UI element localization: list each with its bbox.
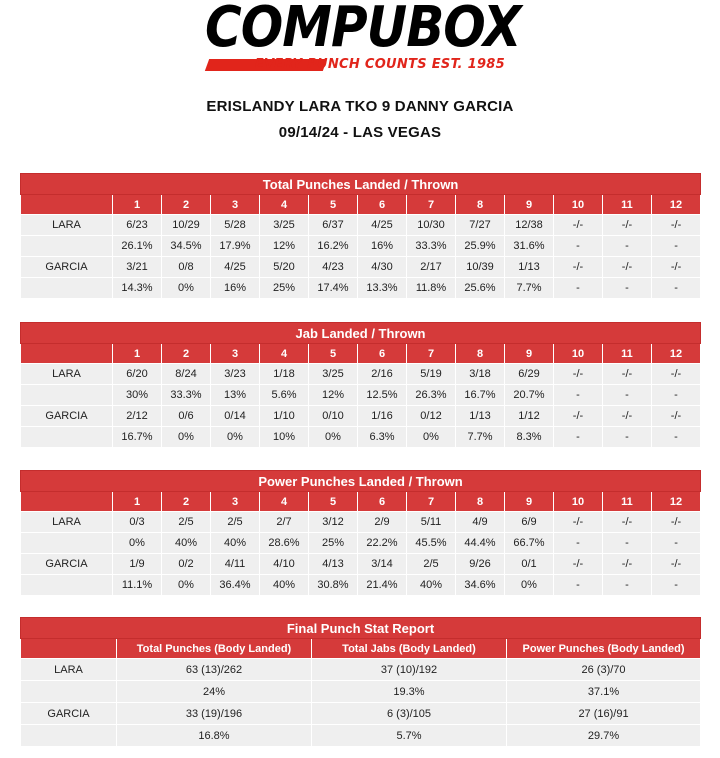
round-header: 12 xyxy=(652,344,701,364)
landed-thrown-cell: -/- xyxy=(603,364,652,385)
round-header: 8 xyxy=(456,195,505,215)
row-garcia-landed xyxy=(21,257,701,278)
landed-thrown-cell: -/- xyxy=(652,406,701,427)
percentage-cell: - xyxy=(603,575,652,596)
percentage-cell: 7.7% xyxy=(456,427,505,448)
fighter-name-blank xyxy=(21,575,113,596)
percentage-cell: 6.3% xyxy=(358,427,407,448)
fighter-name-blank xyxy=(21,725,117,747)
fighter-name-blank xyxy=(21,236,113,257)
row-lara-landed xyxy=(21,215,701,236)
round-header: 6 xyxy=(358,492,407,512)
landed-thrown-cell: 5/19 xyxy=(407,364,456,385)
percentage-cell: 0% xyxy=(162,427,211,448)
landed-thrown-cell: 4/9 xyxy=(456,512,505,533)
landed-thrown-cell: 4/30 xyxy=(358,257,407,278)
final-pct-cell: 16.8% xyxy=(117,725,312,747)
landed-thrown-cell: -/- xyxy=(603,215,652,236)
round-header: 9 xyxy=(505,195,554,215)
total-punches-table xyxy=(20,173,701,299)
landed-thrown-cell: 6/37 xyxy=(309,215,358,236)
percentage-cell: 33.3% xyxy=(407,236,456,257)
round-header: 3 xyxy=(211,492,260,512)
percentage-cell: - xyxy=(603,533,652,554)
percentage-cell: 25.6% xyxy=(456,278,505,299)
round-header: 11 xyxy=(603,492,652,512)
percentage-cell: - xyxy=(652,236,701,257)
round-header: 10 xyxy=(554,195,603,215)
landed-thrown-cell: 4/23 xyxy=(309,257,358,278)
row-garcia-landed xyxy=(21,554,701,575)
percentage-cell: - xyxy=(554,575,603,596)
percentage-cell: - xyxy=(554,385,603,406)
logo-tagline: EVERY PUNCH COUNTS EST. 1985 xyxy=(254,57,505,72)
row-garcia-pct xyxy=(21,278,701,299)
percentage-cell: - xyxy=(652,385,701,406)
percentage-cell: - xyxy=(554,278,603,299)
percentage-cell: - xyxy=(652,533,701,554)
percentage-cell: 12% xyxy=(260,236,309,257)
landed-thrown-cell: 0/14 xyxy=(211,406,260,427)
percentage-cell: 0% xyxy=(162,575,211,596)
fight-subtitle: 09/14/24 - LAS VEGAS xyxy=(278,124,442,141)
fighter-name-blank xyxy=(21,533,113,554)
row-garcia-pct xyxy=(21,427,701,448)
logo-wordmark: COMPUBOX xyxy=(205,0,521,60)
round-header: 1 xyxy=(113,195,162,215)
landed-thrown-cell: 4/13 xyxy=(309,554,358,575)
landed-thrown-cell: 2/9 xyxy=(358,512,407,533)
percentage-cell: 17.9% xyxy=(211,236,260,257)
round-header: 2 xyxy=(162,344,211,364)
round-header: 4 xyxy=(260,492,309,512)
landed-thrown-cell: 5/11 xyxy=(407,512,456,533)
landed-thrown-cell: -/- xyxy=(652,512,701,533)
round-header: 4 xyxy=(260,344,309,364)
percentage-cell: 40% xyxy=(211,533,260,554)
percentage-cell: 40% xyxy=(407,575,456,596)
final-cell: 26 (3)/70 xyxy=(507,659,701,681)
percentage-cell: 13.3% xyxy=(358,278,407,299)
landed-thrown-cell: 0/3 xyxy=(113,512,162,533)
landed-thrown-cell: 2/12 xyxy=(113,406,162,427)
landed-thrown-cell: 1/10 xyxy=(260,406,309,427)
landed-thrown-cell: -/- xyxy=(554,364,603,385)
row-garcia-landed xyxy=(21,406,701,427)
landed-thrown-cell: 0/1 xyxy=(505,554,554,575)
round-header: 11 xyxy=(603,344,652,364)
final-col-power: Power Punches (Body Landed) xyxy=(507,639,701,659)
table-title: Power Punches Landed / Thrown xyxy=(21,471,701,492)
landed-thrown-cell: 2/17 xyxy=(407,257,456,278)
landed-thrown-cell: 4/25 xyxy=(358,215,407,236)
percentage-cell: 40% xyxy=(260,575,309,596)
round-header: 7 xyxy=(407,492,456,512)
percentage-cell: 11.1% xyxy=(113,575,162,596)
landed-thrown-cell: 0/10 xyxy=(309,406,358,427)
row-lara-pct xyxy=(21,533,701,554)
percentage-cell: 22.2% xyxy=(358,533,407,554)
percentage-cell: 16% xyxy=(211,278,260,299)
percentage-cell: 44.4% xyxy=(456,533,505,554)
final-stat-table xyxy=(20,617,701,747)
landed-thrown-cell: 2/5 xyxy=(162,512,211,533)
landed-thrown-cell: 0/8 xyxy=(162,257,211,278)
fighter-name: LARA xyxy=(21,364,113,385)
percentage-cell: 28.6% xyxy=(260,533,309,554)
round-header: 8 xyxy=(456,492,505,512)
fighter-name: LARA xyxy=(21,512,113,533)
round-header-blank xyxy=(21,492,113,512)
round-header: 2 xyxy=(162,195,211,215)
percentage-cell: 34.6% xyxy=(456,575,505,596)
landed-thrown-cell: -/- xyxy=(603,512,652,533)
percentage-cell: 17.4% xyxy=(309,278,358,299)
fight-title: ERISLANDY LARA TKO 9 DANNY GARCIA xyxy=(206,98,514,115)
landed-thrown-cell: -/- xyxy=(554,406,603,427)
fighter-name: GARCIA xyxy=(21,406,113,427)
final-pct-cell: 37.1% xyxy=(507,681,701,703)
landed-thrown-cell: 3/18 xyxy=(456,364,505,385)
final-pct-cell: 19.3% xyxy=(312,681,507,703)
percentage-cell: 30% xyxy=(113,385,162,406)
round-header: 12 xyxy=(652,195,701,215)
landed-thrown-cell: 7/27 xyxy=(456,215,505,236)
landed-thrown-cell: 6/20 xyxy=(113,364,162,385)
landed-thrown-cell: 3/25 xyxy=(309,364,358,385)
final-pct-cell: 5.7% xyxy=(312,725,507,747)
landed-thrown-cell: -/- xyxy=(554,215,603,236)
final-row-lara xyxy=(21,659,701,681)
percentage-cell: 7.7% xyxy=(505,278,554,299)
round-header: 5 xyxy=(309,492,358,512)
landed-thrown-cell: 1/13 xyxy=(505,257,554,278)
percentage-cell: 5.6% xyxy=(260,385,309,406)
landed-thrown-cell: 1/13 xyxy=(456,406,505,427)
landed-thrown-cell: 2/16 xyxy=(358,364,407,385)
landed-thrown-cell: 3/14 xyxy=(358,554,407,575)
percentage-cell: 36.4% xyxy=(211,575,260,596)
round-header: 3 xyxy=(211,344,260,364)
percentage-cell: 31.6% xyxy=(505,236,554,257)
percentage-cell: 25% xyxy=(309,533,358,554)
table-title: Total Punches Landed / Thrown xyxy=(21,174,701,195)
landed-thrown-cell: -/- xyxy=(652,554,701,575)
final-header-blank xyxy=(21,639,117,659)
fighter-name: GARCIA xyxy=(21,257,113,278)
round-header-blank xyxy=(21,195,113,215)
round-header: 11 xyxy=(603,195,652,215)
percentage-cell: - xyxy=(652,575,701,596)
percentage-cell: 26.3% xyxy=(407,385,456,406)
percentage-cell: - xyxy=(652,427,701,448)
percentage-cell: - xyxy=(554,236,603,257)
landed-thrown-cell: 0/2 xyxy=(162,554,211,575)
landed-thrown-cell: 4/11 xyxy=(211,554,260,575)
percentage-cell: 25.9% xyxy=(456,236,505,257)
round-header: 6 xyxy=(358,344,407,364)
landed-thrown-cell: 8/24 xyxy=(162,364,211,385)
landed-thrown-cell: -/- xyxy=(554,512,603,533)
round-header: 10 xyxy=(554,492,603,512)
percentage-cell: 40% xyxy=(162,533,211,554)
percentage-cell: 16.7% xyxy=(113,427,162,448)
percentage-cell: 33.3% xyxy=(162,385,211,406)
landed-thrown-cell: 4/10 xyxy=(260,554,309,575)
fighter-name: LARA xyxy=(21,659,117,681)
compubox-logo xyxy=(205,0,521,74)
round-header: 3 xyxy=(211,195,260,215)
percentage-cell: 25% xyxy=(260,278,309,299)
landed-thrown-cell: 10/29 xyxy=(162,215,211,236)
landed-thrown-cell: 1/16 xyxy=(358,406,407,427)
percentage-cell: 21.4% xyxy=(358,575,407,596)
final-cell: 37 (10)/192 xyxy=(312,659,507,681)
percentage-cell: 16% xyxy=(358,236,407,257)
percentage-cell: - xyxy=(603,236,652,257)
landed-thrown-cell: 3/12 xyxy=(309,512,358,533)
round-header: 4 xyxy=(260,195,309,215)
landed-thrown-cell: -/- xyxy=(554,257,603,278)
percentage-cell: 14.3% xyxy=(113,278,162,299)
round-header: 5 xyxy=(309,195,358,215)
fighter-name-blank xyxy=(21,278,113,299)
round-header: 1 xyxy=(113,492,162,512)
percentage-cell: 0% xyxy=(407,427,456,448)
landed-thrown-cell: 6/29 xyxy=(505,364,554,385)
row-lara-landed xyxy=(21,512,701,533)
landed-thrown-cell: 1/12 xyxy=(505,406,554,427)
fighter-name: GARCIA xyxy=(21,703,117,725)
landed-thrown-cell: 0/12 xyxy=(407,406,456,427)
landed-thrown-cell: 10/30 xyxy=(407,215,456,236)
round-header: 7 xyxy=(407,344,456,364)
round-header: 1 xyxy=(113,344,162,364)
percentage-cell: 10% xyxy=(260,427,309,448)
percentage-cell: 34.5% xyxy=(162,236,211,257)
percentage-cell: 66.7% xyxy=(505,533,554,554)
landed-thrown-cell: 5/28 xyxy=(211,215,260,236)
logo-tagline-band xyxy=(207,56,505,74)
final-cell: 27 (16)/91 xyxy=(507,703,701,725)
landed-thrown-cell: -/- xyxy=(603,554,652,575)
landed-thrown-cell: 2/5 xyxy=(211,512,260,533)
final-col-jabs: Total Jabs (Body Landed) xyxy=(312,639,507,659)
round-header: 8 xyxy=(456,344,505,364)
percentage-cell: - xyxy=(652,278,701,299)
percentage-cell: 30.8% xyxy=(309,575,358,596)
final-col-total: Total Punches (Body Landed) xyxy=(117,639,312,659)
final-pct-cell: 24% xyxy=(117,681,312,703)
landed-thrown-cell: 9/26 xyxy=(456,554,505,575)
row-lara-landed xyxy=(21,364,701,385)
table-title: Jab Landed / Thrown xyxy=(21,323,701,344)
round-header: 6 xyxy=(358,195,407,215)
row-garcia-pct xyxy=(21,575,701,596)
percentage-cell: 26.1% xyxy=(113,236,162,257)
final-cell: 33 (19)/196 xyxy=(117,703,312,725)
landed-thrown-cell: 1/18 xyxy=(260,364,309,385)
percentage-cell: - xyxy=(603,278,652,299)
fighter-name: LARA xyxy=(21,215,113,236)
landed-thrown-cell: -/- xyxy=(603,257,652,278)
final-pct-cell: 29.7% xyxy=(507,725,701,747)
percentage-cell: 45.5% xyxy=(407,533,456,554)
percentage-cell: 8.3% xyxy=(505,427,554,448)
landed-thrown-cell: 12/38 xyxy=(505,215,554,236)
round-header-blank xyxy=(21,344,113,364)
landed-thrown-cell: 3/21 xyxy=(113,257,162,278)
landed-thrown-cell: -/- xyxy=(652,257,701,278)
power-punches-table xyxy=(20,470,701,596)
fighter-name-blank xyxy=(21,385,113,406)
percentage-cell: 12.5% xyxy=(358,385,407,406)
percentage-cell: 0% xyxy=(505,575,554,596)
final-cell: 63 (13)/262 xyxy=(117,659,312,681)
percentage-cell: - xyxy=(554,533,603,554)
landed-thrown-cell: 5/20 xyxy=(260,257,309,278)
landed-thrown-cell: 2/7 xyxy=(260,512,309,533)
round-header: 7 xyxy=(407,195,456,215)
fighter-name-blank xyxy=(21,427,113,448)
fighter-name-blank xyxy=(21,681,117,703)
landed-thrown-cell: 3/25 xyxy=(260,215,309,236)
fighter-name: GARCIA xyxy=(21,554,113,575)
landed-thrown-cell: 1/9 xyxy=(113,554,162,575)
landed-thrown-cell: 4/25 xyxy=(211,257,260,278)
row-lara-pct xyxy=(21,385,701,406)
final-row-garcia xyxy=(21,703,701,725)
round-header: 2 xyxy=(162,492,211,512)
percentage-cell: 13% xyxy=(211,385,260,406)
percentage-cell: 16.2% xyxy=(309,236,358,257)
final-table-title: Final Punch Stat Report xyxy=(21,618,701,639)
final-cell: 6 (3)/105 xyxy=(312,703,507,725)
landed-thrown-cell: 2/5 xyxy=(407,554,456,575)
round-header: 9 xyxy=(505,492,554,512)
jab-table xyxy=(20,322,701,448)
round-header: 12 xyxy=(652,492,701,512)
landed-thrown-cell: 6/9 xyxy=(505,512,554,533)
percentage-cell: 0% xyxy=(113,533,162,554)
landed-thrown-cell: 10/39 xyxy=(456,257,505,278)
landed-thrown-cell: -/- xyxy=(652,364,701,385)
landed-thrown-cell: -/- xyxy=(603,406,652,427)
round-header: 9 xyxy=(505,344,554,364)
final-row-garcia-pct xyxy=(21,725,701,747)
landed-thrown-cell: 0/6 xyxy=(162,406,211,427)
percentage-cell: - xyxy=(554,427,603,448)
percentage-cell: - xyxy=(603,385,652,406)
percentage-cell: 12% xyxy=(309,385,358,406)
final-row-lara-pct xyxy=(21,681,701,703)
landed-thrown-cell: 3/23 xyxy=(211,364,260,385)
round-header: 10 xyxy=(554,344,603,364)
percentage-cell: 0% xyxy=(211,427,260,448)
percentage-cell: - xyxy=(603,427,652,448)
landed-thrown-cell: -/- xyxy=(554,554,603,575)
percentage-cell: 11.8% xyxy=(407,278,456,299)
percentage-cell: 0% xyxy=(309,427,358,448)
percentage-cell: 0% xyxy=(162,278,211,299)
percentage-cell: 16.7% xyxy=(456,385,505,406)
landed-thrown-cell: -/- xyxy=(652,215,701,236)
landed-thrown-cell: 6/23 xyxy=(113,215,162,236)
row-lara-pct xyxy=(21,236,701,257)
percentage-cell: 20.7% xyxy=(505,385,554,406)
round-header: 5 xyxy=(309,344,358,364)
